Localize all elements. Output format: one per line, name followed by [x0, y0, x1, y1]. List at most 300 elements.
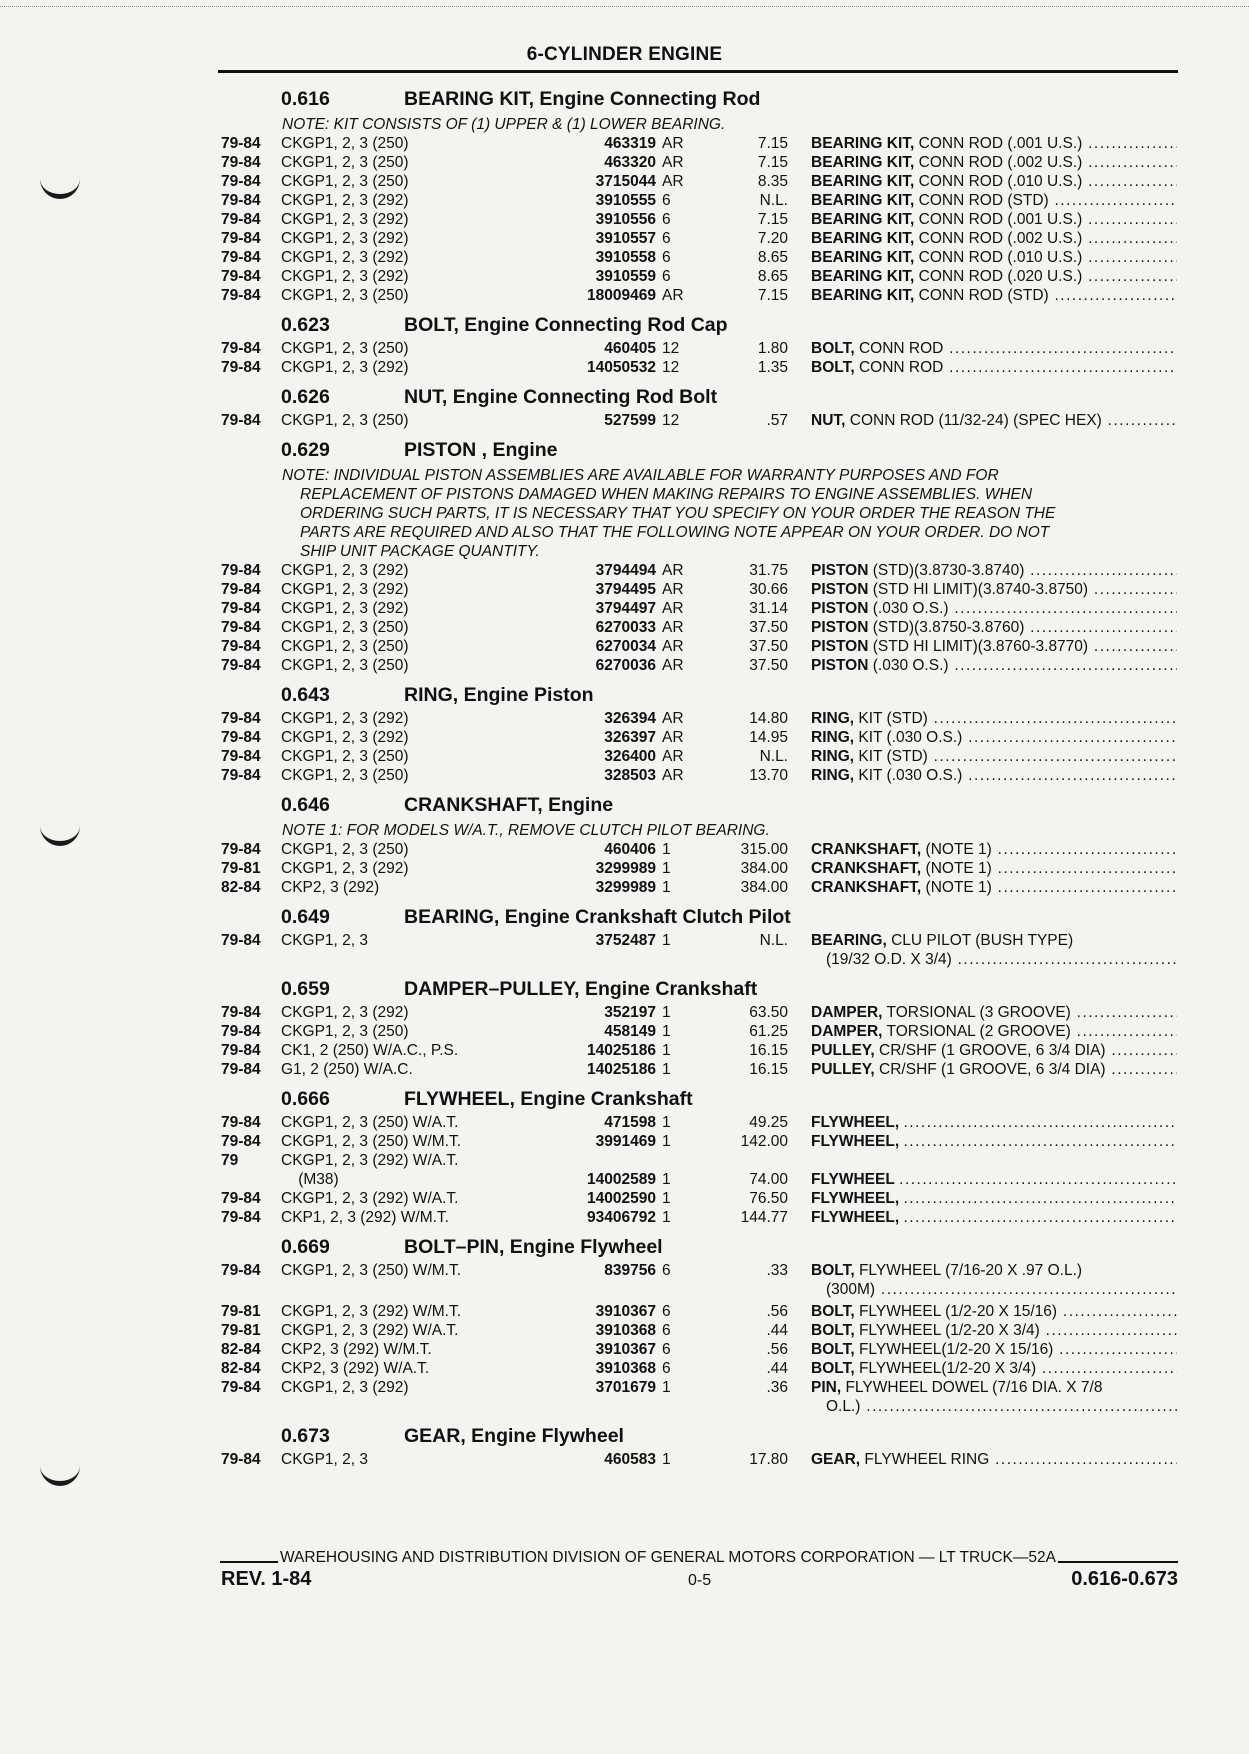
part-row	[0, 562, 1249, 581]
part-number: 14002589	[480, 1171, 656, 1189]
part-description	[811, 767, 1177, 785]
model-years: 79-84	[221, 268, 261, 285]
part-row	[0, 1190, 1249, 1209]
section-title: CRANKSHAFT, Engine	[404, 794, 614, 816]
header-rule	[218, 70, 1178, 73]
description-noun: FLYWHEEL,	[811, 1190, 900, 1207]
section-number: 0.673	[281, 1425, 330, 1447]
description-noun: PISTON	[811, 619, 869, 636]
section-number: 0.629	[281, 439, 330, 461]
quantity: 6	[662, 1303, 671, 1320]
quantity: 1	[662, 1133, 671, 1150]
part-description	[811, 340, 1177, 358]
description-noun: NUT,	[811, 412, 846, 429]
part-number: 3752487	[480, 932, 656, 950]
section-heading	[0, 1234, 1249, 1262]
note-line: SHIP UNIT PACKAGE QUANTITY.	[300, 543, 540, 560]
section-number: 0.626	[281, 386, 330, 408]
part-number: 93406792	[480, 1209, 656, 1227]
description-detail: FLYWHEEL(1/2-20 X 3/4)	[858, 1360, 1037, 1377]
model-years: 79-84	[221, 710, 261, 727]
part-description	[811, 879, 1177, 897]
part-description	[811, 932, 1177, 950]
description-noun: BOLT,	[811, 1360, 855, 1377]
description-noun: BEARING KIT,	[811, 154, 915, 171]
quantity: AR	[662, 767, 684, 784]
quantity: 1	[662, 1171, 671, 1188]
description-continuation	[0, 951, 1249, 970]
vehicle-models: CKGP1, 2, 3 (250)	[281, 841, 409, 858]
catalog-section	[0, 384, 1249, 437]
model-years: 79-84	[221, 1114, 261, 1131]
note-line: REPLACEMENT OF PISTONS DAMAGED WHEN MAKING REPAIRS TO ENGINE ASSEMBLIES. WHEN	[300, 486, 1033, 503]
list-price: 144.77	[740, 1209, 788, 1226]
description-detail: CR/SHF (1 GROOVE, 6 3/4 DIA)	[879, 1042, 1106, 1059]
vehicle-models: CKGP1, 2, 3 (292)	[281, 600, 409, 617]
part-row	[0, 1171, 1249, 1190]
part-row	[0, 173, 1249, 192]
quantity: AR	[662, 173, 684, 190]
part-number: 3910367	[480, 1341, 656, 1359]
vehicle-models: G1, 2 (250) W/A.C.	[281, 1061, 413, 1078]
list-price: N.L.	[759, 748, 788, 765]
part-description	[811, 412, 1177, 430]
description-noun: BEARING KIT,	[811, 230, 915, 247]
part-row	[0, 729, 1249, 748]
list-price: 8.65	[757, 249, 788, 266]
description-noun: BOLT,	[811, 340, 855, 357]
part-number: 3910558	[480, 249, 656, 267]
quantity: AR	[662, 135, 684, 152]
vehicle-models: CKGP1, 2, 3 (250)	[281, 154, 409, 171]
part-number: 6270033	[480, 619, 656, 637]
quantity: AR	[662, 748, 684, 765]
list-price: 37.50	[749, 619, 788, 636]
part-number: 527599	[480, 412, 656, 430]
quantity: AR	[662, 600, 684, 617]
model-years: 79-84	[221, 1133, 261, 1150]
part-description	[811, 710, 1177, 728]
catalog-section	[0, 976, 1249, 1086]
model-years: 79-84	[221, 340, 261, 357]
vehicle-models: CKGP1, 2, 3 (250)	[281, 287, 409, 304]
section-heading	[0, 976, 1249, 1004]
section-note	[282, 821, 1182, 840]
footer-division: WAREHOUSING AND DISTRIBUTION DIVISION OF GENERAL MOTORS CORPORATION — LT TRUCK—52A	[280, 1549, 1056, 1566]
vehicle-models: CKGP1, 2, 3 (292) W/A.T.	[281, 1152, 459, 1169]
list-price: .56	[766, 1303, 788, 1320]
description-noun: BEARING KIT,	[811, 135, 915, 152]
model-years: 79-84	[221, 359, 261, 376]
description-detail: (NOTE 1)	[925, 879, 992, 896]
list-price: 7.15	[757, 211, 788, 228]
description-detail: (STD HI LIMIT)(3.8760-3.8770)	[872, 638, 1089, 655]
part-description	[811, 1322, 1177, 1340]
list-price: 30.66	[749, 581, 788, 598]
note-line: NOTE: KIT CONSISTS OF (1) UPPER & (1) LOWER BEARING.	[282, 116, 726, 133]
quantity: 1	[662, 1114, 671, 1131]
quantity: 1	[662, 1190, 671, 1207]
description-detail: FLYWHEEL (7/16-20 X .97 O.L.)	[858, 1262, 1083, 1279]
model-years: 79-84	[221, 1451, 261, 1468]
section-title: DAMPER–PULLEY, Engine Crankshaft	[404, 978, 758, 1000]
catalog-section	[0, 1086, 1249, 1234]
section-heading	[0, 904, 1249, 932]
description-detail: KIT (STD)	[858, 710, 928, 727]
section-range: 0.616-0.673	[1071, 1568, 1178, 1590]
part-number: 326394	[480, 710, 656, 728]
quantity: AR	[662, 657, 684, 674]
vehicle-models: CKGP1, 2, 3	[281, 932, 369, 949]
part-number: 460405	[480, 340, 656, 358]
part-number: 3910368	[480, 1322, 656, 1340]
description-noun: BEARING KIT,	[811, 268, 915, 285]
description-detail: (.030 O.S.)	[872, 657, 949, 674]
description-noun: CRANKSHAFT,	[811, 879, 922, 896]
section-title: FLYWHEEL, Engine Crankshaft	[404, 1088, 693, 1110]
part-number: 14025186	[480, 1061, 656, 1079]
section-gap	[0, 1470, 1249, 1476]
description-noun: FLYWHEEL	[811, 1171, 895, 1188]
catalog-section	[0, 904, 1249, 976]
quantity: 1	[662, 1023, 671, 1040]
list-price: N.L.	[759, 932, 788, 949]
part-row	[0, 1152, 1249, 1171]
description-detail: CONN ROD (11/32-24) (SPEC HEX)	[849, 412, 1102, 429]
vehicle-models: CKGP1, 2, 3 (250)	[281, 748, 409, 765]
model-years: 82-84	[221, 879, 261, 896]
description-detail: TORSIONAL (2 GROOVE)	[886, 1023, 1071, 1040]
section-heading	[0, 1423, 1249, 1451]
vehicle-models: CKGP1, 2, 3 (250) W/A.T.	[281, 1114, 459, 1131]
part-row	[0, 748, 1249, 767]
model-years: 79-84	[221, 581, 261, 598]
description-detail: CONN ROD (.002 U.S.)	[918, 154, 1083, 171]
section-number: 0.643	[281, 684, 330, 706]
model-years: 79-84	[221, 1209, 261, 1226]
part-number: 3910557	[480, 230, 656, 248]
description-detail: CONN ROD	[858, 359, 944, 376]
part-description	[811, 249, 1177, 267]
list-price: 61.25	[749, 1023, 788, 1040]
part-number: 3910556	[480, 211, 656, 229]
part-row	[0, 287, 1249, 306]
description-noun: PISTON	[811, 581, 869, 598]
quantity: 1	[662, 1042, 671, 1059]
list-price: .33	[766, 1262, 788, 1279]
quantity: 12	[662, 340, 680, 357]
list-price: 142.00	[740, 1133, 788, 1150]
part-number: 3794494	[480, 562, 656, 580]
vehicle-models: CKGP1, 2, 3 (292) W/M.T.	[281, 1303, 462, 1320]
list-price: 16.15	[749, 1061, 788, 1078]
part-number: 463320	[480, 154, 656, 172]
vehicle-models: CKGP1, 2, 3 (292) W/A.T.	[281, 1322, 459, 1339]
part-description	[811, 729, 1177, 747]
part-description	[811, 748, 1177, 766]
part-row	[0, 1133, 1249, 1152]
description-detail: FLYWHEEL RING	[864, 1451, 990, 1468]
quantity: 6	[662, 249, 671, 266]
list-price: 1.80	[757, 340, 788, 357]
description-detail: CONN ROD (.001 U.S.)	[918, 135, 1083, 152]
part-number: 14002590	[480, 1190, 656, 1208]
model-years: 79-81	[221, 1322, 261, 1339]
catalog-section	[0, 312, 1249, 384]
part-number: 3794495	[480, 581, 656, 599]
parts-list	[0, 86, 1249, 1476]
description-continuation-text: O.L.) .....	[826, 1398, 1177, 1416]
description-continuation-text: (19/32 O.D. X 3/4) .....	[826, 951, 1177, 969]
part-row	[0, 1322, 1249, 1341]
note-line: NOTE 1: FOR MODELS W/A.T., REMOVE CLUTCH PILOT BEARING.	[282, 822, 770, 839]
vehicle-models: CKGP1, 2, 3 (292)	[281, 359, 409, 376]
section-heading	[0, 437, 1249, 465]
list-price: 17.80	[749, 1451, 788, 1468]
list-price: .44	[766, 1360, 788, 1377]
part-number: 3299989	[480, 860, 656, 878]
part-row	[0, 1360, 1249, 1379]
model-years: 79-84	[221, 1190, 261, 1207]
description-detail: CONN ROD (.010 U.S.)	[918, 173, 1083, 190]
description-detail: CONN ROD (STD)	[918, 287, 1049, 304]
model-years: 79-84	[221, 135, 261, 152]
model-years: 79-84	[221, 1023, 261, 1040]
part-row	[0, 1209, 1249, 1228]
part-description	[811, 1114, 1177, 1132]
part-row	[0, 135, 1249, 154]
list-price: 7.15	[757, 287, 788, 304]
description-detail: (NOTE 1)	[925, 841, 992, 858]
quantity: 6	[662, 1360, 671, 1377]
part-description	[811, 1451, 1177, 1469]
part-number: 6270034	[480, 638, 656, 656]
part-description	[811, 211, 1177, 229]
part-number: 326400	[480, 748, 656, 766]
part-description	[811, 192, 1177, 210]
list-price: 31.75	[749, 562, 788, 579]
list-price: 14.80	[749, 710, 788, 727]
description-noun: FLYWHEEL,	[811, 1133, 900, 1150]
catalog-section	[0, 682, 1249, 792]
description-detail: KIT (STD)	[858, 748, 928, 765]
model-years: 79-84	[221, 1379, 261, 1396]
note-line: ORDERING SUCH PARTS, IT IS NECESSARY THAT YOU SPECIFY ON YOUR ORDER THE REASON THE	[300, 505, 1056, 522]
part-row	[0, 359, 1249, 378]
list-price: .57	[766, 412, 788, 429]
part-row	[0, 860, 1249, 879]
description-noun: PIN,	[811, 1379, 842, 1396]
model-years: 79-84	[221, 932, 261, 949]
part-number: 460406	[480, 841, 656, 859]
description-detail: KIT (.030 O.S.)	[858, 729, 963, 746]
description-detail: CONN ROD (.010 U.S.)	[918, 249, 1083, 266]
part-description	[811, 1262, 1177, 1280]
part-description	[811, 1303, 1177, 1321]
part-row	[0, 600, 1249, 619]
part-row	[0, 412, 1249, 431]
part-row	[0, 1004, 1249, 1023]
part-number: 14050532	[480, 359, 656, 377]
part-row	[0, 249, 1249, 268]
part-description	[811, 1133, 1177, 1151]
vehicle-models: CKGP1, 2, 3 (292)	[281, 562, 409, 579]
part-number: 3910555	[480, 192, 656, 210]
vehicle-models: CKGP1, 2, 3 (292)	[281, 1379, 409, 1396]
part-row	[0, 1262, 1249, 1281]
part-number: 3794497	[480, 600, 656, 618]
model-years: 79-84	[221, 619, 261, 636]
model-years: 79-84	[221, 638, 261, 655]
description-noun: BOLT,	[811, 1262, 855, 1279]
model-years: 82-84	[221, 1341, 261, 1358]
section-title: BOLT, Engine Connecting Rod Cap	[404, 314, 728, 336]
section-title: BEARING KIT, Engine Connecting Rod	[404, 88, 761, 110]
list-price: 315.00	[740, 841, 788, 858]
quantity: 6	[662, 1262, 671, 1279]
list-price: N.L.	[759, 192, 788, 209]
catalog-section	[0, 86, 1249, 312]
description-detail: CONN ROD (STD)	[918, 192, 1049, 209]
list-price: 63.50	[749, 1004, 788, 1021]
description-detail: CR/SHF (1 GROOVE, 6 3/4 DIA)	[879, 1061, 1106, 1078]
model-years: 79-84	[221, 657, 261, 674]
quantity: 12	[662, 359, 680, 376]
part-number: 3991469	[480, 1133, 656, 1151]
part-description	[811, 1341, 1177, 1359]
vehicle-models: CKP2, 3 (292)	[281, 879, 380, 896]
model-years: 79-84	[221, 729, 261, 746]
description-continuation	[0, 1281, 1249, 1300]
description-detail: (.030 O.S.)	[872, 600, 949, 617]
part-description	[811, 287, 1177, 305]
section-note	[282, 466, 1182, 561]
part-description	[811, 1360, 1177, 1378]
vehicle-models: CKGP1, 2, 3 (250)	[281, 340, 409, 357]
vehicle-models: CKGP1, 2, 3 (292)	[281, 860, 409, 877]
part-description	[811, 581, 1177, 599]
section-heading	[0, 86, 1249, 114]
part-number: 6270036	[480, 657, 656, 675]
model-years: 79-84	[221, 600, 261, 617]
part-number: 328503	[480, 767, 656, 785]
list-price: 7.20	[757, 230, 788, 247]
model-years: 79-84	[221, 1042, 261, 1059]
description-detail: (STD HI LIMIT)(3.8740-3.8750)	[872, 581, 1089, 598]
model-years: 79-84	[221, 1004, 261, 1021]
list-price: 7.15	[757, 154, 788, 171]
vehicle-models: CKGP1, 2, 3 (292)	[281, 1004, 409, 1021]
description-noun: BEARING KIT,	[811, 192, 915, 209]
model-years: 79-84	[221, 173, 261, 190]
quantity: AR	[662, 581, 684, 598]
model-years: 79-84	[221, 249, 261, 266]
quantity: AR	[662, 619, 684, 636]
list-price: 8.65	[757, 268, 788, 285]
part-description	[811, 657, 1177, 675]
vehicle-models: CKGP1, 2, 3 (250) W/M.T.	[281, 1133, 462, 1150]
page-number: 0-5	[688, 1572, 712, 1589]
vehicle-models: CKGP1, 2, 3 (292)	[281, 581, 409, 598]
model-years: 79-84	[221, 192, 261, 209]
list-price: 76.50	[749, 1190, 788, 1207]
section-note	[282, 115, 1182, 134]
part-description	[811, 562, 1177, 580]
footer-division-line	[220, 1549, 1178, 1567]
section-title: RING, Engine Piston	[404, 684, 594, 706]
quantity: 1	[662, 1379, 671, 1396]
description-detail: FLYWHEEL (1/2-20 X 3/4)	[858, 1322, 1040, 1339]
vehicle-models: CKP2, 3 (292) W/M.T.	[281, 1341, 432, 1358]
top-edge-rule	[0, 6, 1249, 7]
model-years: 79-84	[221, 154, 261, 171]
description-noun: PULLEY,	[811, 1061, 875, 1078]
description-detail: (STD)(3.8730-3.8740)	[872, 562, 1025, 579]
catalog-section	[0, 437, 1249, 682]
list-price: 7.15	[757, 135, 788, 152]
description-noun: PISTON	[811, 638, 869, 655]
description-noun: FLYWHEEL,	[811, 1209, 900, 1226]
description-noun: PISTON	[811, 657, 869, 674]
section-heading	[0, 1086, 1249, 1114]
part-description	[811, 268, 1177, 286]
model-years: 79-84	[221, 748, 261, 765]
catalog-section	[0, 792, 1249, 904]
part-number: 3299989	[480, 879, 656, 897]
vehicle-models: CKGP1, 2, 3	[281, 1451, 369, 1468]
list-price: 14.95	[749, 729, 788, 746]
section-number: 0.616	[281, 88, 330, 110]
part-row	[0, 638, 1249, 657]
list-price: 13.70	[749, 767, 788, 784]
catalog-section	[0, 1423, 1249, 1476]
model-years: 79-84	[221, 287, 261, 304]
description-detail: CLU PILOT (BUSH TYPE)	[891, 932, 1074, 949]
list-price: 49.25	[749, 1114, 788, 1131]
section-heading	[0, 792, 1249, 820]
section-number: 0.669	[281, 1236, 330, 1258]
model-years: 79-84	[221, 1262, 261, 1279]
vehicle-models: CKGP1, 2, 3 (292)	[281, 729, 409, 746]
description-detail: KIT (.030 O.S.)	[858, 767, 963, 784]
part-row	[0, 710, 1249, 729]
section-number: 0.649	[281, 906, 330, 928]
part-description	[811, 1171, 1177, 1189]
list-price: 1.35	[757, 359, 788, 376]
section-title: BEARING, Engine Crankshaft Clutch Pilot	[404, 906, 791, 928]
part-number: 3910367	[480, 1303, 656, 1321]
list-price: 384.00	[740, 860, 788, 877]
part-description	[811, 1190, 1177, 1208]
description-noun: BOLT,	[811, 1322, 855, 1339]
part-number: 14025186	[480, 1042, 656, 1060]
part-row	[0, 154, 1249, 173]
vehicle-models: CKGP1, 2, 3 (292)	[281, 249, 409, 266]
page-title: 6-CYLINDER ENGINE	[526, 44, 723, 65]
vehicle-models: CKP2, 3 (292) W/A.T.	[281, 1360, 430, 1377]
description-detail: CONN ROD (.001 U.S.)	[918, 211, 1083, 228]
vehicle-models: CKGP1, 2, 3 (292)	[281, 230, 409, 247]
part-description	[811, 154, 1177, 172]
vehicle-models: CKGP1, 2, 3 (292) W/A.T.	[281, 1190, 459, 1207]
list-price: 8.35	[757, 173, 788, 190]
quantity: AR	[662, 729, 684, 746]
section-title: GEAR, Engine Flywheel	[404, 1425, 624, 1447]
section-number: 0.623	[281, 314, 330, 336]
description-noun: RING,	[811, 710, 855, 727]
part-row	[0, 657, 1249, 676]
list-price: .56	[766, 1341, 788, 1358]
